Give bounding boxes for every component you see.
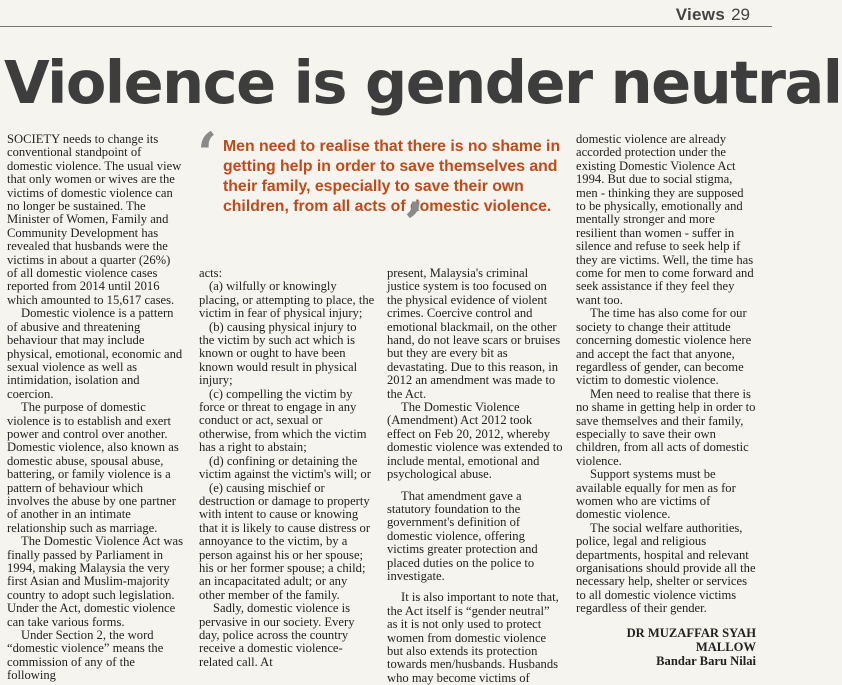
paragraph: The time has also come for our society to change their attitude concerning domestic violence here and accept the fact that anyone, regardless of gender, can become victim to domestic violence. (576, 306, 752, 388)
author-signature (576, 626, 756, 668)
paragraph: It is also important to note that, the Act itself is “gender neutral” as it is not only used to protect women from domestic violence but also extends its protection towards men/husbands. Husbands who may become victims of (387, 590, 559, 685)
paragraph: present, Malaysia's criminal justice system is too focused on the physical evidence of violent crimes. Coercive control and emotional blackmail, on the other hand, do not leave scars or bruises but they are every bit as devastating. Due to this reason, in 2012 an amendment was made to the Act. (387, 266, 561, 401)
headline: Violence is gender neutral (4, 48, 842, 117)
paragraph: That amendment gave a statutory foundation to the government's definition of domestic violence, offering victims greater protection and placed duties on the police to investigate. (387, 488, 538, 583)
paragraph: acts: (199, 266, 223, 280)
paragraph: Sadly, domestic violence is pervasive in our society. Every day, police across the country receive a domestic violence-related call. At (199, 601, 355, 669)
pull-quote (197, 120, 569, 258)
list-item: (b) causing physical injury to the victim by such act which is known or ought to have been known would result in physical injury; (199, 319, 358, 388)
paragraph: The Domestic Violence (Amendment) Act 2012 took effect on Feb 20, 2012, whereby domestic violence was extended to include mental, emotional and psychological abuse. (387, 400, 563, 482)
page-number: 29 (731, 5, 750, 24)
section-header (676, 5, 750, 25)
paragraph: Domestic violence is a pattern of abusive and threatening behaviour that may include physical, emotional, economic and sexual violence as well as intimidation, isolation and coercion. (7, 306, 183, 401)
list-item: (d) confining or detaining the victim against the victim's will; or (199, 453, 371, 482)
article-column-3 (387, 266, 563, 685)
pull-quote-text: Men need to realise that there is no shame in getting help in order to save themselves and their family, especially to save their own children, from all acts of domestic violence. (223, 138, 561, 215)
paragraph: Men need to realise that there is no shame in getting help in order to save themselves and their family, especially to save their own children, from all acts of domestic violence. (576, 386, 756, 468)
paragraph: Support systems must be available equally for men as for women who are victims of domestic violence. (576, 467, 736, 522)
list-item: (a) wilfully or knowingly placing, or attempting to place, the victim in fear of physical injury; (199, 279, 375, 321)
paragraph: The Domestic Violence Act was finally passed by Parliament in 1994, making Malaysia the very first Asian and Muslim-majority country to adopt such legislation. Under the Act, domestic violence can take various forms. (7, 534, 183, 629)
article-column-1 (7, 132, 183, 683)
paragraph: The social welfare authorities, police, legal and religious departments, hospital and relevant organisations should provide all the necessary help, shelter or services to all domestic violence victims regardless of their gender. (576, 520, 756, 616)
list-item: (c) compelling the victim by force or threat to engage in any conduct or act, sexual or otherwise, from which the victim has a right to abstain; (199, 386, 367, 455)
section-label: Views (675, 5, 726, 24)
author-location: Bandar Baru Nilai (656, 653, 756, 668)
article-column-4 (576, 132, 756, 668)
header-rule (0, 26, 772, 27)
open-quote-mark: ‘ (197, 120, 218, 188)
paragraph: The purpose of domestic violence is to establish and exert power and control over another. Domestic violence, also known as domestic abuse, spousal abuse, battering, or family violence is a pattern of behaviour which involves the abuse by one partner of another in an intimate relationship such as marriage. (7, 400, 179, 535)
list-item: (e) causing mischief or destruction or damage to property with intent to cause or knowing that it is likely to cause distress or annoyance to the victim, by a person against his or her spouse; his or her former spouse; a child; an incapacitated adult; or any other member of the family. (199, 480, 371, 602)
paragraph: domestic violence are already accorded protection under the existing Domestic Violence Act 1994. But due to social stigma, men - thinking they are supposed to be physically, emotionally and mentally stronger and more resilient than women - suffer in silence and refuse to seek help if they are victims. Well, the time has come for men to come forward and seek assistance if they feel they want too. (576, 132, 754, 307)
close-quote-mark: ’ (404, 190, 425, 258)
article-column-2 (199, 266, 375, 669)
paragraph: SOCIETY needs to change its conventional standpoint of domestic violence. The usual view that only women or wives are the victims of domestic violence can no longer be sustained. The Minister of Women, Family and Community Development has revealed that husbands were the victims in about a quarter (26%) of all domestic violence cases reported from 2014 until 2016 which amounted to 15,617 cases. (7, 132, 182, 307)
paragraph: Under Section 2, the word “domestic violence” means the commission of any of the following (7, 628, 164, 683)
author-name: DR MUZAFFAR SYAH MALLOW (626, 625, 756, 654)
